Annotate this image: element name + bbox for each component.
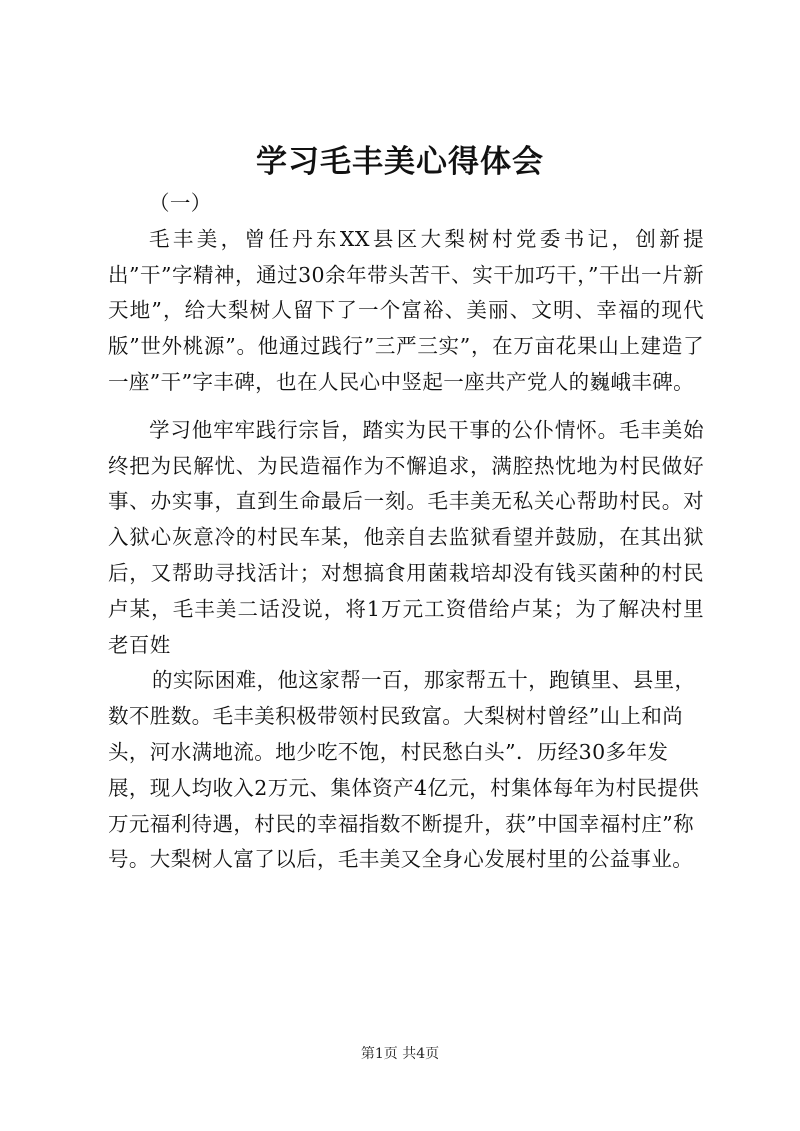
paragraph-3: 的实际困难，他这家帮一百，那家帮五十，跑镇里、县里，数不胜数。毛丰美积极带领村民致富。大梨树村曾经”山上和尚头，河水满地流。地少吃不饱，村民愁白头”．历经30多年发展，现人均收入2万元、集体资产4亿元，村集体每年为村民提供万元福利待遇，村民的幸福指数不断提升，获”中国幸福村庄”称号。大梨树人富了以后，毛丰美又全身心发展村里的公益事业。 xyxy=(108,668,700,872)
section-marker: （一） xyxy=(149,191,212,215)
page-number-footer: 第1页 共4页 xyxy=(360,1046,440,1062)
document-title: 学习毛丰美心得体会 xyxy=(256,144,544,180)
paragraph-1: 毛丰美，曾任丹东XX县区大梨树村党委书记，创新提出”干”字精神，通过30余年带头苦干、实干加巧干，”干出一片新天地”，给大梨树人留下了一个富裕、美丽、文明、幸福的现代版”世外桃源”。他通过践行”三严三实”，在万亩花果山上建造了一座”干”字丰碑，也在人民心中竖起一座共产党人的巍峨丰碑。 xyxy=(108,226,704,394)
paragraph-2: 学习他牢牢践行宗旨，踏实为民干事的公仆情怀。毛丰美始终把为民解忧、为民造福作为不懈追求，满腔热忱地为村民做好事、办实事，直到生命最后一刻。毛丰美无私关心帮助村民。对入狱心灰意冷的村民车某，他亲自去监狱看望并鼓励，在其出狱后，又帮助寻找活计；对想搞食用菌栽培却没有钱买菌种的村民卢某，毛丰美二话没说，将1万元工资借给卢某；为了解决村里老百姓 xyxy=(108,417,704,657)
document-body xyxy=(108,186,704,878)
